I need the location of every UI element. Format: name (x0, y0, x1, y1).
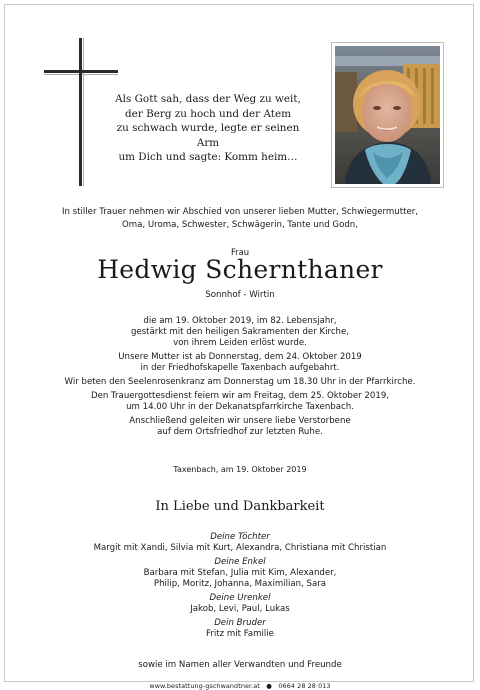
poem-line: zu schwach wurde, legte er seinen Arm (116, 122, 300, 149)
body-line: die am 19. Oktober 2019, im 82. Lebensjahr, (143, 316, 337, 326)
family-group (0, 532, 480, 554)
intro-line: In stiller Trauer nehmen wir Abschied von unserer lieben Mutter, Schwiegermutter, (61, 207, 419, 217)
poem-line: Als Gott sah, dass der Weg zu weit, (115, 93, 301, 105)
body-line: Wir beten den Seelenrosenkranz am Donnerstag um 18.30 Uhr in der Pfarrkirche. (64, 377, 416, 388)
deceased-subtitle: Sonnhof - Wirtin (205, 290, 275, 300)
footer: www.bestattung-gschwandtner.at ● 0664 28 28 013 (149, 682, 331, 690)
family-line: Barbara mit Stefan, Julia mit Kim, Alexander, (143, 567, 337, 578)
family-heading: Deine Töchter (210, 532, 270, 542)
poem-line: um Dich und sagte: Komm heim… (118, 151, 298, 164)
paragraph (0, 316, 480, 350)
deceased-name: Hedwig Schernthaner (97, 255, 383, 284)
family-group (0, 593, 480, 615)
intro-text (0, 206, 480, 231)
family-line: Fritz mit Familie (206, 628, 274, 639)
body-line: gestärkt mit den heiligen Sakramenten der Kirche, (130, 327, 350, 338)
family-heading: Deine Urenkel (209, 592, 271, 603)
paragraph (0, 416, 480, 438)
footer-website: www.bestattung-gschwandtner.at (149, 682, 260, 690)
family-heading: Deine Enkel (214, 556, 266, 567)
announcement-body (0, 316, 480, 441)
intro-line: Oma, Uroma, Schwester, Schwägerin, Tante und Godn, (122, 219, 358, 230)
dankbarkeit-heading: In Liebe und Dankbarkeit (155, 499, 325, 514)
body-line: Anschließend geleiten wir unsere liebe Verstorbene (129, 416, 351, 426)
poem-line: der Berg zu hoch und der Atem (125, 107, 291, 120)
body-line: Unsere Mutter ist ab Donnerstag, dem 24. Oktober 2019 (118, 352, 362, 363)
body-line: in der Friedhofskapelle Taxenbach aufgebahrt. (140, 363, 340, 374)
paragraph (0, 391, 480, 413)
family-group (0, 618, 480, 640)
family-line: Jakob, Levi, Paul, Lukas (190, 603, 290, 614)
body-line: um 14.00 Uhr in der Dekanatspfarrkirche Taxenbach. (126, 402, 354, 413)
body-line: von ihrem Leiden erlöst wurde. (173, 338, 307, 349)
family-group (0, 557, 480, 589)
body-line: auf dem Ortsfriedhof zur letzten Ruhe. (157, 427, 323, 438)
closing-line: sowie im Namen aller Verwandten und Freunde (138, 660, 342, 670)
title-frau: Frau (230, 247, 250, 257)
family-line: Philip, Moritz, Johanna, Maximilian, Sara (153, 578, 327, 589)
poem (108, 92, 308, 165)
family-line: Margit mit Xandi, Silvia mit Kurt, Alexandra, Christiana mit Christian (93, 542, 387, 553)
place-date: Taxenbach, am 19. Oktober 2019 (173, 465, 307, 474)
paragraph (0, 377, 480, 388)
body-line: Den Trauergottesdienst feiern wir am Freitag, dem 25. Oktober 2019, (90, 391, 390, 401)
family-list (0, 532, 480, 643)
paragraph (0, 352, 480, 374)
family-heading: Dein Bruder (214, 617, 266, 628)
footer-phone: 0664 28 28 013 (278, 682, 331, 690)
portrait-photo (335, 46, 440, 184)
